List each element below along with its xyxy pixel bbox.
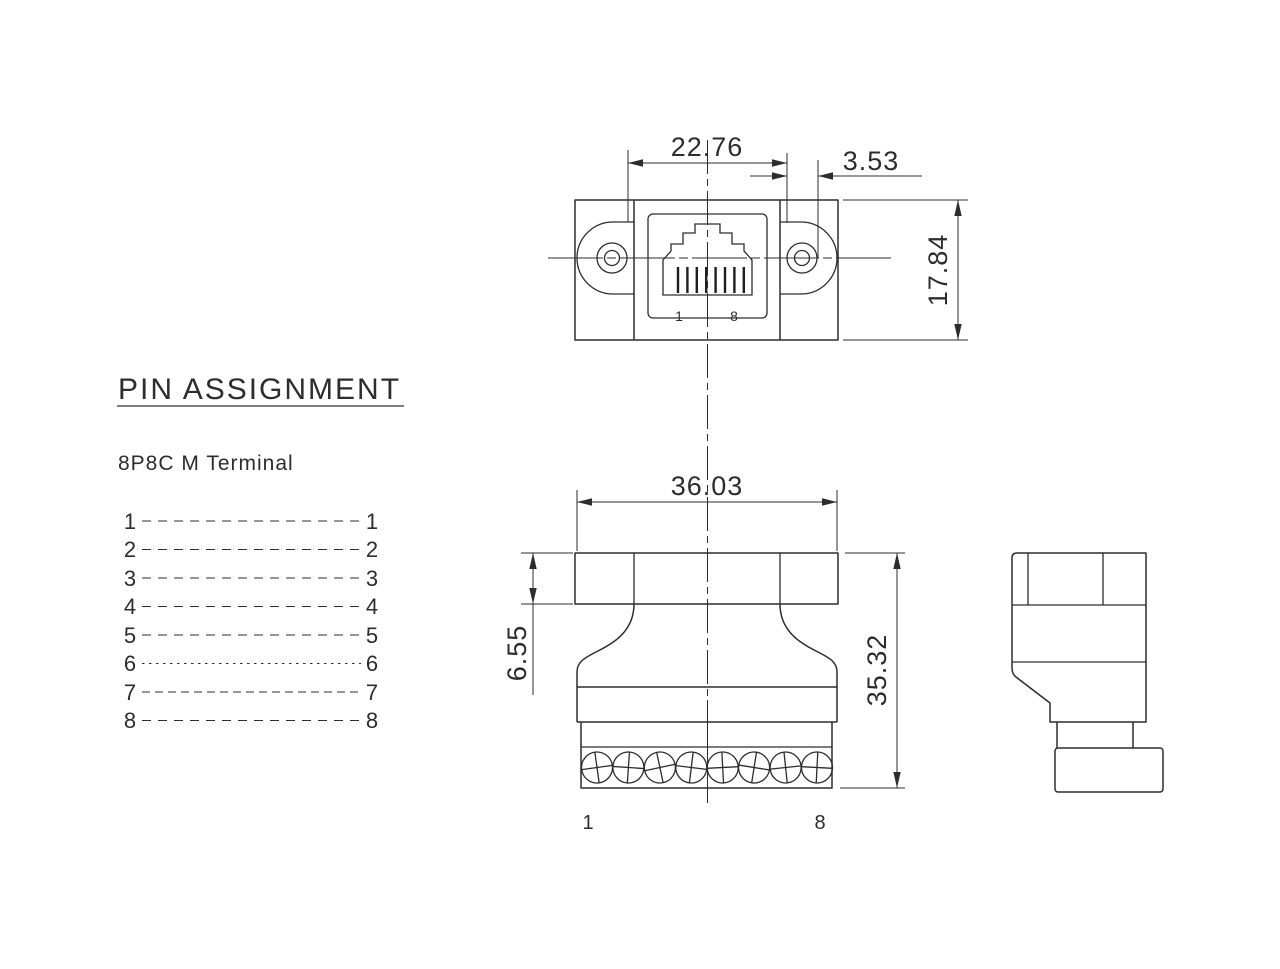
pin-row-5 [124, 623, 378, 648]
bottom-pin8-label: 8 [814, 812, 826, 834]
pin-row-6 [124, 651, 378, 676]
side-outline [1012, 553, 1146, 722]
dim-flange-thickness-text: 6.55 [502, 624, 532, 682]
pin8-left: 8 [123, 708, 137, 733]
pin5-left: 5 [123, 623, 137, 648]
dimension-front-height [843, 200, 968, 340]
pin-assignment-table [117, 373, 404, 733]
pin-row-7 [124, 680, 378, 705]
front-pin1-label: 1 [675, 308, 683, 324]
pin2-right: 2 [365, 537, 379, 562]
pin6-right: 6 [365, 651, 379, 676]
pin7-left: 7 [123, 680, 137, 705]
pin-row-8 [124, 708, 378, 733]
dimension-flange-thickness [502, 553, 573, 695]
pin-row-1 [124, 509, 378, 534]
pin3-left: 3 [123, 566, 137, 591]
pin1-right: 1 [365, 509, 379, 534]
pin-assignment-title: PIN ASSIGNMENT [118, 373, 402, 406]
dimension-total-height [840, 553, 905, 788]
pin4-right: 4 [365, 594, 379, 619]
flange-outline [575, 553, 838, 604]
pin7-right: 7 [365, 680, 379, 705]
dim-total-height-text: 35.32 [862, 633, 892, 707]
side-terminal-block [1055, 748, 1163, 792]
dim-screw-hole-text: 3.53 [842, 146, 900, 176]
front-pin8-label: 8 [730, 308, 738, 324]
pin4-left: 4 [123, 594, 137, 619]
dim-body-width-text: 36.03 [670, 471, 744, 501]
dim-jack-width-text: 22.76 [670, 132, 744, 162]
body-curve-right [780, 604, 837, 687]
side-neck-edges [1057, 722, 1133, 748]
pin-row-4 [124, 594, 378, 619]
pin6-left: 6 [123, 651, 137, 676]
body-curve-left [577, 604, 634, 687]
pin-row-3 [124, 566, 378, 591]
dim-front-height-text: 17.84 [923, 233, 953, 307]
side-view [1012, 553, 1163, 792]
bottom-pin1-label: 1 [582, 812, 594, 834]
jack-contact-pins [678, 267, 744, 293]
pin3-right: 3 [365, 566, 379, 591]
side-horizontal-edges [1012, 605, 1146, 662]
terminal-type-label: 8P8C M Terminal [118, 452, 294, 475]
pin-row-2 [124, 537, 378, 562]
pin8-right: 8 [365, 708, 379, 733]
pin1-left: 1 [123, 509, 137, 534]
pin5-right: 5 [365, 623, 379, 648]
bottom-view [575, 553, 838, 834]
terminal-screws [579, 749, 833, 786]
pin2-left: 2 [123, 537, 137, 562]
side-flange-edges [1028, 553, 1103, 605]
